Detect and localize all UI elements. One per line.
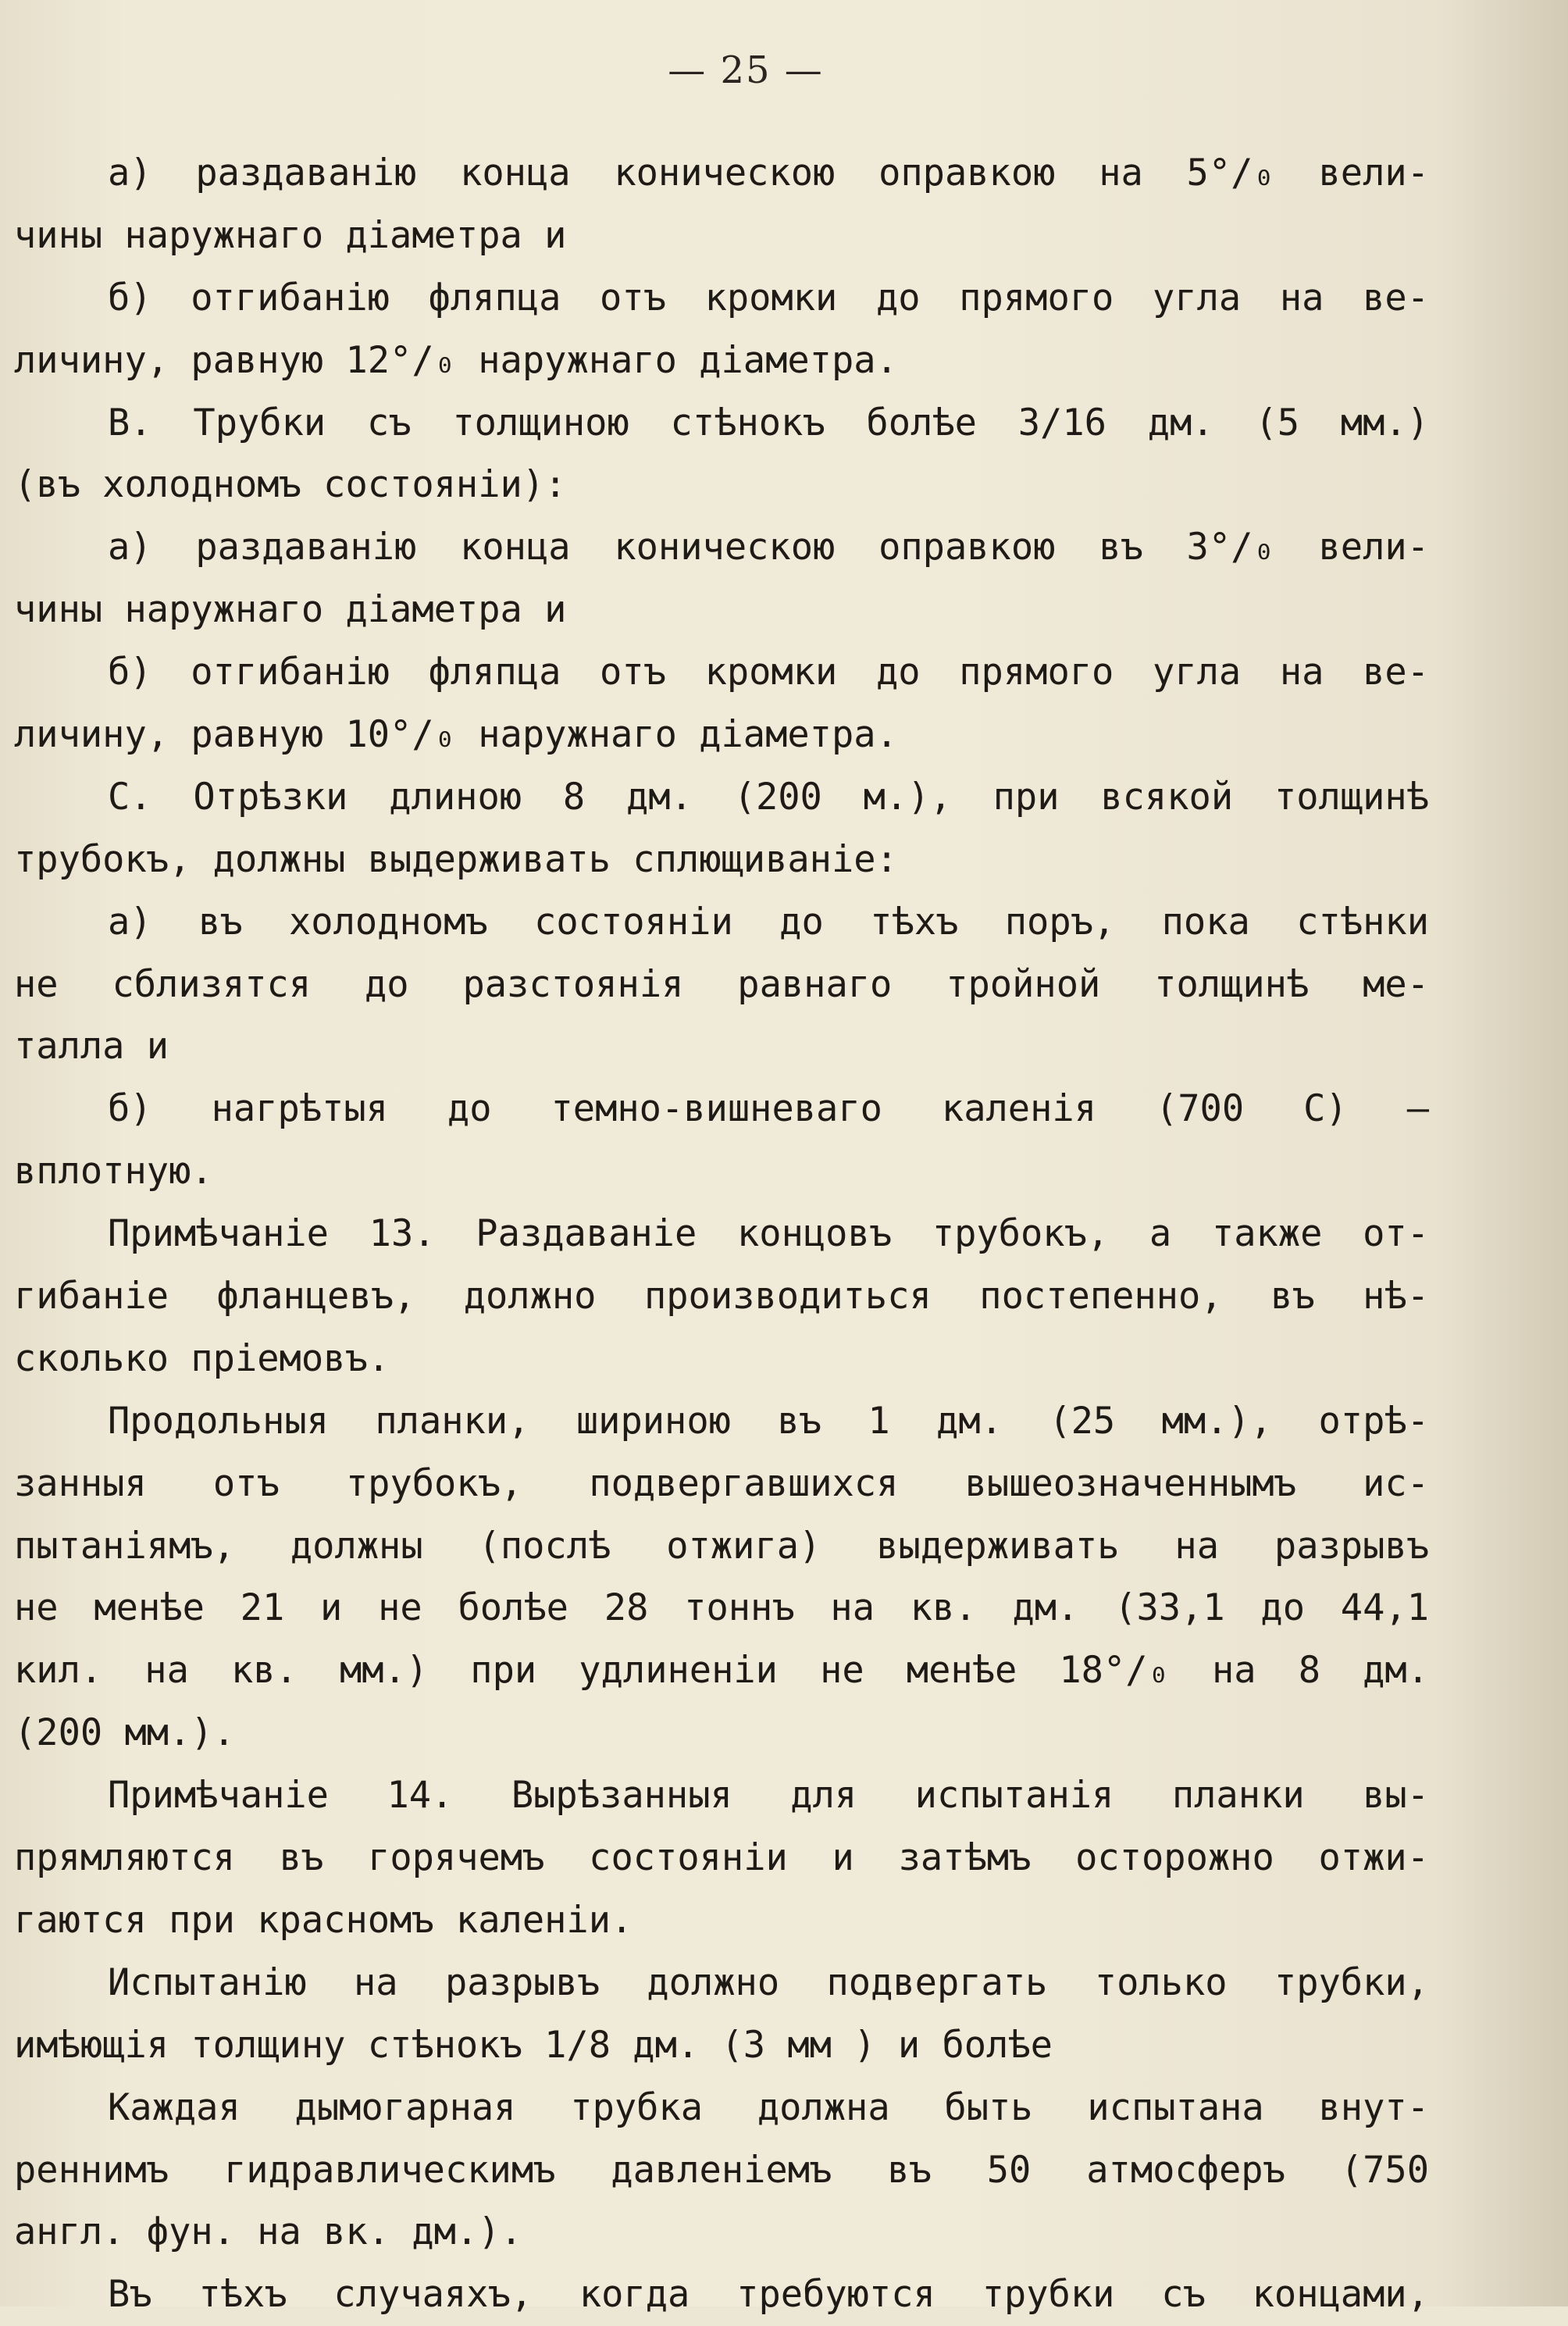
text-line: Примѣчаніе 13. Раздаваніе концовъ трубокъ, а также от- xyxy=(108,1212,1429,1256)
text-line: вплотную. xyxy=(14,1150,213,1193)
text-line: а) въ холодномъ состояніи до тѣхъ поръ, пока стѣнки xyxy=(108,900,1429,944)
text-line: не сблизятся до разстоянія равнаго тройной толщинѣ ме- xyxy=(14,962,1429,1006)
body-text xyxy=(14,142,1429,2326)
text-line: Въ тѣхъ случаяхъ, когда требуются трубки съ концами, xyxy=(108,2273,1429,2317)
text-line: личину, равную 10°/₀ наружнаго діаметра. xyxy=(14,713,898,757)
text-line: С. Отрѣзки длиною 8 дм. (200 м.), при всякой толщинѣ xyxy=(108,775,1429,819)
text-line: Каждая дымогарная трубка должна быть испытана внут- xyxy=(108,2085,1429,2129)
text-line: сколько пріемовъ. xyxy=(14,1336,390,1380)
text-line: Испытанію на разрывъ должно подвергать только трубки, xyxy=(108,1960,1429,2004)
text-line: чины наружнаго діаметра и xyxy=(14,213,567,257)
text-line: имѣющія толщину стѣнокъ 1/8 дм. (3 мм ) и болѣе xyxy=(14,2023,1053,2067)
text-line: В. Трубки съ толщиною стѣнокъ болѣе 3/16 дм. (5 мм.) xyxy=(108,401,1429,444)
text-line: англ. фун. на вк. дм.). xyxy=(14,2210,522,2254)
text-line: а) раздаванію конца коническою оправкою въ 3°/₀ вели- xyxy=(108,526,1429,569)
text-line: талла и xyxy=(14,1025,169,1068)
page-edge-shadow xyxy=(1429,0,1568,2306)
text-line: б) отгибанію фляпца отъ кромки до прямого угла на ве- xyxy=(108,651,1429,694)
text-line: кил. на кв. мм.) при удлиненіи не менѣе 18°/₀ на 8 дм. xyxy=(14,1649,1429,1693)
text-line: пытаніямъ, должны (послѣ отжига) выдерживать на разрывъ xyxy=(14,1524,1429,1568)
text-line: гаются при красномъ каленіи. xyxy=(14,1898,633,1942)
text-line: Примѣчаніе 14. Вырѣзанныя для испытанія планки вы- xyxy=(108,1774,1429,1818)
text-line: б) отгибанію фляпца отъ кромки до прямого угла на ве- xyxy=(108,276,1429,319)
text-line: прямляются въ горячемъ состояніи и затѣмъ осторожно отжи- xyxy=(14,1836,1429,1880)
text-line: а) раздаванію конца коническою оправкою на 5°/₀ вели- xyxy=(108,152,1429,194)
text-line: Продольныя планки, шириною въ 1 дм. (25 мм.), отрѣ- xyxy=(108,1399,1429,1443)
text-line: (200 мм.). xyxy=(14,1711,235,1755)
text-line: чины наружнаго діаметра и xyxy=(14,588,567,632)
text-line: (въ холодномъ состояніи): xyxy=(14,463,567,507)
text-line: занныя отъ трубокъ, подвергавшихся вышеозначеннымъ ис- xyxy=(14,1461,1429,1505)
text-line: личину, равную 12°/₀ наружнаго діаметра. xyxy=(14,338,898,382)
text-line: б) нагрѣтыя до темно-вишневаго каленія (700 С) — xyxy=(108,1087,1429,1131)
text-line: гибаніе фланцевъ, должно производиться постепенно, въ нѣ- xyxy=(14,1275,1429,1318)
text-line: не менѣе 21 и не болѣе 28 тоннъ на кв. дм. (33,1 до 44,1 xyxy=(14,1586,1429,1630)
text-line: реннимъ гидравлическимъ давленіемъ въ 50 атмосферъ (750 xyxy=(14,2148,1429,2192)
text-line: трубокъ, должны выдерживать сплющиваніе: xyxy=(14,837,898,881)
page-number: — 25 — xyxy=(668,48,824,92)
